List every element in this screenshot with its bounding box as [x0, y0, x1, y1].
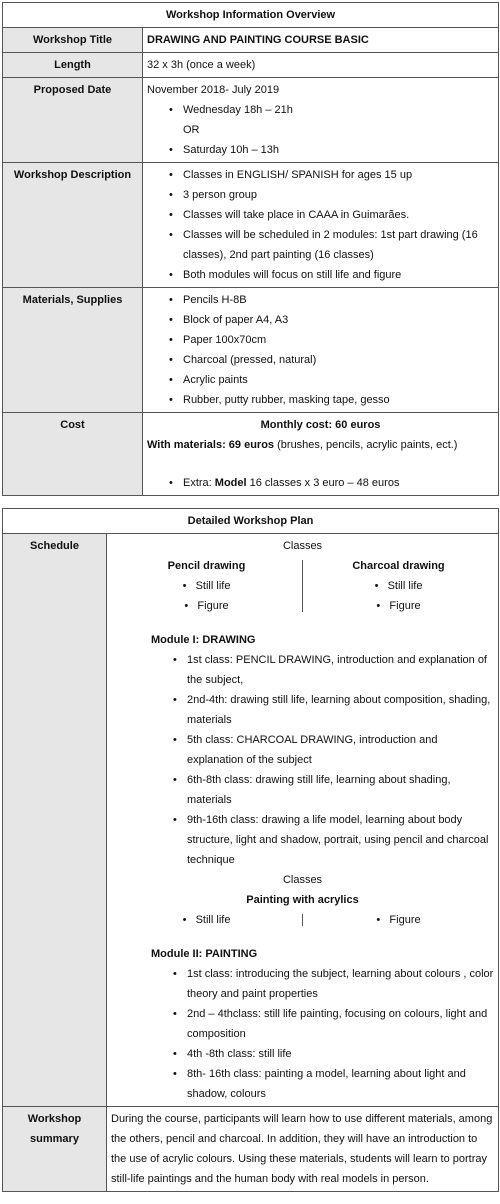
list-item: • Classes will be scheduled in 2 modules: 1st part drawing (16 classes), 2nd part painting (16 classes) [183, 225, 494, 265]
module2-title: Module II: PAINTING [151, 948, 258, 960]
list-item: • Block of paper A4, A3 [183, 310, 494, 330]
list-item: • Charcoal (pressed, natural) [183, 350, 494, 370]
schedule-cell [107, 534, 499, 1107]
description-list [147, 165, 494, 285]
schedule-label: Schedule [3, 534, 107, 1107]
proposed-date-label: Proposed Date [3, 78, 143, 163]
list-item: • 5th class: CHARCOAL DRAWING, introduction and explanation of the subject [187, 730, 494, 770]
materials-cell [143, 288, 499, 413]
list-item: • Still life [182, 580, 231, 592]
module1-title: Module I: DRAWING [151, 634, 256, 646]
list-item: • Figure [184, 600, 229, 612]
list-item: • 6th-8th class: drawing still life, learning about shading, materials [187, 770, 494, 810]
date-or: OR [183, 124, 200, 136]
length-value: 32 x 3h (once a week) [143, 53, 499, 78]
list-item: • 3 person group [183, 185, 494, 205]
overview-table [2, 2, 499, 496]
list-item: • 8th- 16th class: painting a model, learning about light and shadow, colours [187, 1064, 494, 1104]
summary-label: Workshop summary [3, 1107, 107, 1192]
description-cell [143, 163, 499, 288]
list-item: • 4th -8th class: still life [187, 1044, 494, 1064]
list-item: • 1st class: introducing the subject, learning about colours , color theory and paint properties [187, 964, 494, 1004]
list-item: • Figure [376, 600, 421, 612]
date-option-wednesday: • Wednesday 18h – 21h [183, 100, 494, 120]
date-range: November 2018- July 2019 [147, 84, 280, 96]
list-item: • Paper 100x70cm [183, 330, 494, 350]
list-item: • 1st class: PENCIL DRAWING, introduction and explanation of the subject, [187, 650, 494, 690]
painting-acrylics-title: Painting with acrylics [246, 894, 359, 906]
list-item: • Still life [374, 580, 423, 592]
cost-label: Cost [3, 413, 143, 496]
list-item: • 2nd-4th: drawing still life, learning about composition, shading, materials [187, 690, 494, 730]
date-options [147, 100, 494, 120]
materials-label: Materials, Supplies [3, 288, 143, 413]
proposed-date-cell [143, 78, 499, 163]
list-item: • Figure [376, 914, 421, 926]
module1-list [111, 650, 494, 870]
list-item: • Still life [182, 914, 231, 926]
pencil-drawing-title: Pencil drawing [167, 560, 246, 572]
monthly-cost: Monthly cost: 60 euros [260, 419, 381, 431]
description-label: Workshop Description [3, 163, 143, 288]
summary-text: During the course, participants will learn how to use different materials, among the others, pencil and charcoal. In addition, they will have an introduction to the use of acrylic colours. Using these materials, students will learn to portray still-life paintings and the human body with real models in person. [107, 1107, 499, 1192]
list-item: • 9th-16th class: drawing a life model, learning about body structure, light and shadow, portrait, using pencil and charcoal technique [187, 810, 494, 870]
materials-cost: With materials: 69 euros (brushes, pencils, acrylic paints, ect.) [147, 439, 458, 451]
overview-header: Workshop Information Overview [3, 3, 499, 28]
length-label: Length [3, 53, 143, 78]
plan-table [2, 508, 499, 1192]
painting-columns [111, 910, 494, 930]
cost-cell [143, 413, 499, 496]
list-item: • Acrylic paints [183, 370, 494, 390]
list-item: • Rubber, putty rubber, masking tape, gesso [183, 390, 494, 410]
module2-list [111, 964, 494, 1104]
classes-label: Classes [282, 540, 323, 552]
list-item: • 2nd – 4thclass: still life painting, focusing on colours, light and composition [187, 1004, 494, 1044]
workshop-title-value: DRAWING AND PAINTING COURSE BASIC [143, 28, 499, 53]
plan-header: Detailed Workshop Plan [3, 509, 499, 534]
list-item: • Classes in ENGLISH/ SPANISH for ages 15 up [183, 165, 494, 185]
charcoal-drawing-title: Charcoal drawing [352, 560, 445, 572]
list-item: • Classes will take place in CAAA in Guimarães. [183, 205, 494, 225]
extra-cost: • Extra: Model 16 classes x 3 euro – 48 euros [183, 473, 494, 493]
materials-list [147, 290, 494, 410]
date-option-saturday: • Saturday 10h – 13h [183, 140, 494, 160]
workshop-title-label: Workshop Title [3, 28, 143, 53]
classes-label-2: Classes [282, 874, 323, 886]
list-item: • Both modules will focus on still life and figure [183, 265, 494, 285]
drawing-columns [111, 556, 494, 616]
list-item: • Pencils H-8B [183, 290, 494, 310]
